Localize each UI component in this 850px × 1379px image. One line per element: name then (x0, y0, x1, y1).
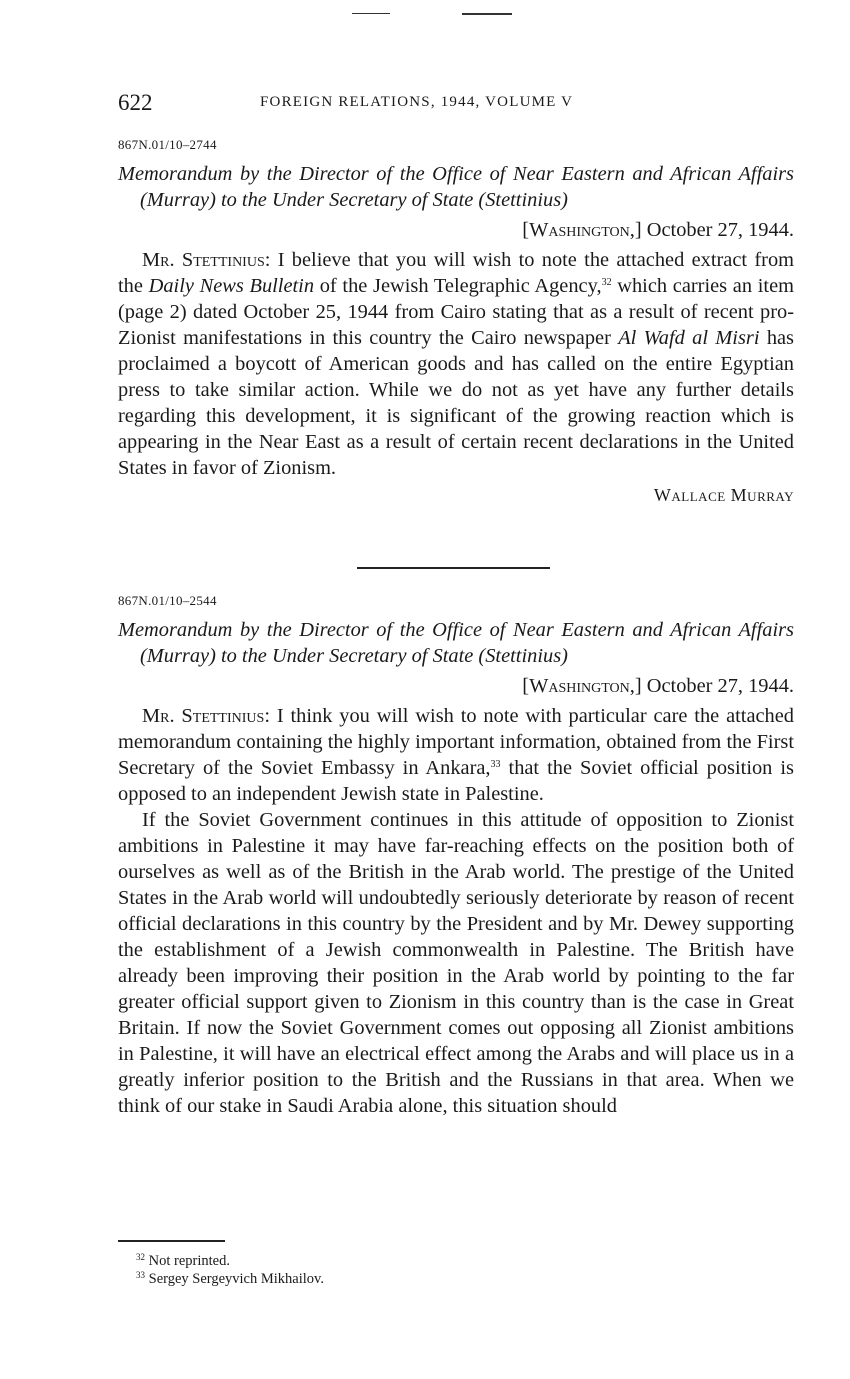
document-1 (118, 137, 794, 507)
place: [Washington,] (522, 675, 642, 697)
newspaper-name: Al Wafd al Misri (618, 327, 760, 349)
file-reference: 867N.01/10–2544 (118, 593, 217, 608)
footnote-ref: 32 (601, 277, 612, 288)
dateline (118, 673, 794, 699)
dateline (118, 217, 794, 243)
page-header (118, 90, 794, 120)
signature: Wallace Murray (653, 485, 794, 505)
body-paragraph: Mr. Stettinius: I believe that you will wish to note the attached extract from the Daily News Bulletin of the Jewish Telegraphic Agency,$^{32}$ which carries an item (page 2) dated October 25, 1944 from Cairo stating that as a result of recent pro-Zionist manifestations in this country the Cairo newspaper Al Wafd al Misri has proclaimed a boycott of American goods and has called on the entire Egyptian press to take similar action. While we do not as yet have any further details regarding this development, it is significant of the growing reaction which is appearing in the Near East as a result of certain recent declarations in the United States in favor of Zionism. (118, 249, 794, 479)
running-title: FOREIGN RELATIONS, 1944, VOLUME V (260, 94, 574, 110)
footnote-rule (118, 1240, 225, 1242)
body-paragraph: If the Soviet Government continues in this attitude of opposition to Zionist ambitions in Palestine it may have far-reaching effects on the position both of ourselves as well as of the British in the Arab world. The prestige of the United States in the Arab world will undoubtedly seriously deteriorate by reason of recent official declarations in this country by the President and by Mr. Dewey supporting the establishment of a Jewish commonwealth in Palestine. The British have already been improving their position in the Arab world by pointing to the far greater official support given to Zionism in this country than is the case in Great Britain. If now the Soviet Government comes out opposing all Zionist ambitions in Palestine, it will have an electrical effect among the Arabs and will place us in a greatly inferior position to the British and the Russians in that area. When we think of our stake in Saudi Arabia alone, this situation should (118, 809, 794, 1117)
salutation: Mr. Stettinius (142, 705, 265, 727)
page-number: 622 (118, 90, 153, 115)
document-2 (118, 593, 794, 1119)
file-reference: 867N.01/10–2744 (118, 137, 217, 152)
publication-name: Daily News Bulletin (148, 275, 315, 297)
footnotes (136, 1252, 324, 1288)
section-divider (357, 567, 550, 569)
top-mark-left (352, 13, 390, 14)
footnote-ref: 33 (490, 759, 501, 770)
document-title: Memorandum by the Director of the Office of Near Eastern and African Affairs (Murray) to the Under Secretary of State (Stettinius) (118, 619, 794, 667)
footnote: $^{33}$ Sergey Sergeyvich Mikhailov. (136, 1270, 324, 1287)
salutation: Mr. Stettinius (142, 249, 265, 271)
date: October 27, 1944. (646, 219, 794, 241)
top-mark-right (462, 13, 512, 15)
footnote: $^{32}$ Not reprinted. (136, 1252, 230, 1269)
place: [Washington,] (522, 219, 642, 241)
document-title: Memorandum by the Director of the Office of Near Eastern and African Affairs (Murray) to the Under Secretary of State (Stettinius) (118, 163, 794, 211)
date: October 27, 1944. (646, 675, 794, 697)
body-paragraph: Mr. Stettinius: I think you will wish to note with particular care the attached memorandum containing the highly important information, obtained from the First Secretary of the Soviet Embassy in Ankara,$^{33}$ that the Soviet official position is opposed to an independent Jewish state in Palestine. (118, 705, 794, 805)
